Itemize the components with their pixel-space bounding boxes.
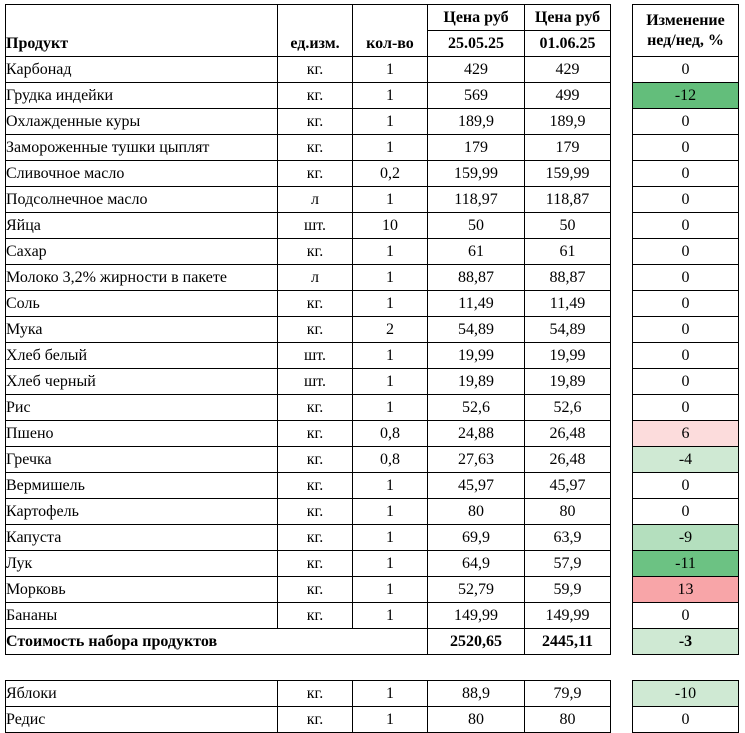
price-week2: 189,9	[525, 109, 611, 135]
product-name: Охлажденные куры	[6, 109, 278, 135]
price-week2: 61	[525, 239, 611, 265]
qty-cell: 0,8	[353, 447, 428, 473]
column-gap	[611, 265, 633, 291]
product-name: Гречка	[6, 447, 278, 473]
unit-cell: кг.	[278, 109, 353, 135]
unit-cell: кг.	[278, 317, 353, 343]
column-gap	[611, 707, 633, 733]
total-row	[6, 629, 739, 655]
header-price2-label: Цена руб	[525, 5, 611, 31]
qty-cell: 1	[353, 525, 428, 551]
unit-cell: кг.	[278, 681, 353, 707]
column-gap	[611, 681, 633, 707]
change-percent: 0	[633, 213, 739, 239]
extra-row	[6, 707, 739, 733]
column-gap	[611, 603, 633, 629]
table-row	[6, 135, 739, 161]
column-gap	[611, 109, 633, 135]
price-week2: 499	[525, 83, 611, 109]
table-row	[6, 109, 739, 135]
price-week2: 54,89	[525, 317, 611, 343]
price-week1: 50	[428, 213, 525, 239]
column-gap	[611, 551, 633, 577]
header-unit: ед.изм.	[278, 5, 353, 57]
product-name: Молоко 3,2% жирности в пакете	[6, 265, 278, 291]
price-week1: 27,63	[428, 447, 525, 473]
column-gap	[611, 499, 633, 525]
price-week2: 159,99	[525, 161, 611, 187]
table-row	[6, 83, 739, 109]
column-gap	[611, 135, 633, 161]
change-percent: 0	[633, 265, 739, 291]
change-percent: -11	[633, 551, 739, 577]
price-week1: 179	[428, 135, 525, 161]
price-week1: 11,49	[428, 291, 525, 317]
product-name: Редис	[6, 707, 278, 733]
product-name: Замороженные тушки цыплят	[6, 135, 278, 161]
price-week1: 19,99	[428, 343, 525, 369]
unit-cell: л	[278, 187, 353, 213]
column-gap	[611, 213, 633, 239]
product-name: Мука	[6, 317, 278, 343]
unit-cell: кг.	[278, 83, 353, 109]
table-row	[6, 473, 739, 499]
product-name: Лук	[6, 551, 278, 577]
unit-cell: шт.	[278, 213, 353, 239]
price-week1: 19,89	[428, 369, 525, 395]
qty-cell: 1	[353, 187, 428, 213]
table-row	[6, 161, 739, 187]
product-name: Грудка индейки	[6, 83, 278, 109]
column-gap	[611, 447, 633, 473]
product-name: Подсолнечное масло	[6, 187, 278, 213]
qty-cell: 1	[353, 291, 428, 317]
change-percent: 6	[633, 421, 739, 447]
price-week2: 80	[525, 707, 611, 733]
change-percent: -3	[633, 629, 739, 655]
qty-cell: 1	[353, 369, 428, 395]
price-week2: 57,9	[525, 551, 611, 577]
price-table	[5, 4, 739, 733]
product-name: Морковь	[6, 577, 278, 603]
qty-cell: 1	[353, 239, 428, 265]
unit-cell: кг.	[278, 239, 353, 265]
price-week1: 24,88	[428, 421, 525, 447]
table-row	[6, 525, 739, 551]
price-week2: 80	[525, 499, 611, 525]
product-name: Капуста	[6, 525, 278, 551]
price-week2: 19,99	[525, 343, 611, 369]
price-week1: 159,99	[428, 161, 525, 187]
qty-cell: 2	[353, 317, 428, 343]
price-week2: 88,87	[525, 265, 611, 291]
header-price1-label: Цена руб	[428, 5, 525, 31]
price-week2: 45,97	[525, 473, 611, 499]
unit-cell: кг.	[278, 161, 353, 187]
table-row	[6, 421, 739, 447]
price-week1: 88,9	[428, 681, 525, 707]
price-week2: 50	[525, 213, 611, 239]
table-row	[6, 395, 739, 421]
column-gap	[611, 629, 633, 655]
product-name: Рис	[6, 395, 278, 421]
table-body	[6, 5, 739, 733]
price-week1: 69,9	[428, 525, 525, 551]
qty-cell: 1	[353, 473, 428, 499]
price-week1: 52,6	[428, 395, 525, 421]
column-gap	[611, 369, 633, 395]
total-label: Стоимость набора продуктов	[6, 629, 428, 655]
column-gap	[611, 525, 633, 551]
price-week2: 2445,11	[525, 629, 611, 655]
table-row	[6, 343, 739, 369]
price-week1: 189,9	[428, 109, 525, 135]
qty-cell: 1	[353, 603, 428, 629]
table-row	[6, 551, 739, 577]
unit-cell: кг.	[278, 291, 353, 317]
product-name: Яблоки	[6, 681, 278, 707]
qty-cell: 1	[353, 499, 428, 525]
qty-cell: 1	[353, 707, 428, 733]
product-name: Карбонад	[6, 57, 278, 83]
change-percent: 0	[633, 603, 739, 629]
unit-cell: кг.	[278, 421, 353, 447]
change-percent: -4	[633, 447, 739, 473]
product-name: Хлеб белый	[6, 343, 278, 369]
header-change-line2: нед/нед, %	[647, 31, 724, 49]
header-price2-date: 01.06.25	[525, 31, 611, 57]
table-row	[6, 499, 739, 525]
unit-cell: кг.	[278, 577, 353, 603]
price-week2: 149,99	[525, 603, 611, 629]
unit-cell: кг.	[278, 603, 353, 629]
column-gap	[611, 473, 633, 499]
column-gap	[611, 239, 633, 265]
change-percent: 0	[633, 707, 739, 733]
product-name: Сливочное масло	[6, 161, 278, 187]
table-row	[6, 447, 739, 473]
change-percent: -9	[633, 525, 739, 551]
table-row	[6, 369, 739, 395]
qty-cell: 1	[353, 135, 428, 161]
qty-cell: 0,2	[353, 161, 428, 187]
table-row	[6, 603, 739, 629]
price-week1: 118,97	[428, 187, 525, 213]
change-percent: -10	[633, 681, 739, 707]
price-week1: 45,97	[428, 473, 525, 499]
spacer-cell	[6, 655, 739, 681]
change-percent: 0	[633, 161, 739, 187]
price-week1: 2520,65	[428, 629, 525, 655]
column-gap	[611, 577, 633, 603]
column-gap	[611, 291, 633, 317]
qty-cell: 1	[353, 681, 428, 707]
unit-cell: кг.	[278, 135, 353, 161]
change-percent: 0	[633, 135, 739, 161]
change-percent: 0	[633, 369, 739, 395]
column-gap	[611, 187, 633, 213]
product-name: Вермишель	[6, 473, 278, 499]
unit-cell: л	[278, 265, 353, 291]
change-percent: 0	[633, 291, 739, 317]
qty-cell: 0,8	[353, 421, 428, 447]
column-gap	[611, 317, 633, 343]
change-percent: 0	[633, 109, 739, 135]
table-row	[6, 213, 739, 239]
product-name: Сахар	[6, 239, 278, 265]
product-name: Хлеб черный	[6, 369, 278, 395]
price-week1: 569	[428, 83, 525, 109]
price-week2: 79,9	[525, 681, 611, 707]
qty-cell: 10	[353, 213, 428, 239]
product-name: Пшено	[6, 421, 278, 447]
header-product: Продукт	[6, 5, 278, 57]
unit-cell: кг.	[278, 473, 353, 499]
product-name: Яйца	[6, 213, 278, 239]
qty-cell: 1	[353, 265, 428, 291]
change-percent: 0	[633, 499, 739, 525]
column-gap	[611, 421, 633, 447]
table-row	[6, 291, 739, 317]
spacer-row	[6, 655, 739, 681]
price-week2: 63,9	[525, 525, 611, 551]
column-gap	[611, 57, 633, 83]
table-row	[6, 239, 739, 265]
price-week2: 429	[525, 57, 611, 83]
header-change	[633, 5, 739, 57]
qty-cell: 1	[353, 83, 428, 109]
change-percent: 0	[633, 57, 739, 83]
unit-cell: кг.	[278, 707, 353, 733]
column-gap	[611, 5, 633, 57]
table-row	[6, 187, 739, 213]
price-week1: 80	[428, 707, 525, 733]
change-percent: 0	[633, 343, 739, 369]
header-qty: кол-во	[353, 5, 428, 57]
unit-cell: шт.	[278, 369, 353, 395]
change-percent: 0	[633, 187, 739, 213]
unit-cell: кг.	[278, 525, 353, 551]
qty-cell: 1	[353, 395, 428, 421]
qty-cell: 1	[353, 57, 428, 83]
qty-cell: 1	[353, 343, 428, 369]
unit-cell: кг.	[278, 551, 353, 577]
price-week2: 59,9	[525, 577, 611, 603]
price-week1: 80	[428, 499, 525, 525]
product-name: Соль	[6, 291, 278, 317]
price-week2: 11,49	[525, 291, 611, 317]
unit-cell: кг.	[278, 57, 353, 83]
change-percent: 0	[633, 473, 739, 499]
table-row	[6, 577, 739, 603]
header-price1-date: 25.05.25	[428, 31, 525, 57]
price-week2: 118,87	[525, 187, 611, 213]
unit-cell: кг.	[278, 447, 353, 473]
column-gap	[611, 343, 633, 369]
price-week1: 88,87	[428, 265, 525, 291]
column-gap	[611, 161, 633, 187]
price-week2: 179	[525, 135, 611, 161]
price-week1: 54,89	[428, 317, 525, 343]
change-percent: 0	[633, 239, 739, 265]
unit-cell: шт.	[278, 343, 353, 369]
price-week2: 26,48	[525, 421, 611, 447]
table-row	[6, 265, 739, 291]
column-gap	[611, 395, 633, 421]
change-percent: 13	[633, 577, 739, 603]
change-percent: 0	[633, 395, 739, 421]
product-name: Бананы	[6, 603, 278, 629]
price-week2: 52,6	[525, 395, 611, 421]
table-row	[6, 57, 739, 83]
table-row	[6, 317, 739, 343]
extra-row	[6, 681, 739, 707]
header-row-top	[6, 5, 739, 31]
price-week1: 61	[428, 239, 525, 265]
qty-cell: 1	[353, 577, 428, 603]
header-change-line1: Изменение	[646, 11, 725, 29]
qty-cell: 1	[353, 551, 428, 577]
change-percent: 0	[633, 317, 739, 343]
qty-cell: 1	[353, 109, 428, 135]
price-week1: 52,79	[428, 577, 525, 603]
unit-cell: кг.	[278, 395, 353, 421]
price-week1: 429	[428, 57, 525, 83]
unit-cell: кг.	[278, 499, 353, 525]
price-week1: 64,9	[428, 551, 525, 577]
change-percent: -12	[633, 83, 739, 109]
price-week1: 149,99	[428, 603, 525, 629]
price-week2: 26,48	[525, 447, 611, 473]
column-gap	[611, 83, 633, 109]
price-week2: 19,89	[525, 369, 611, 395]
product-name: Картофель	[6, 499, 278, 525]
